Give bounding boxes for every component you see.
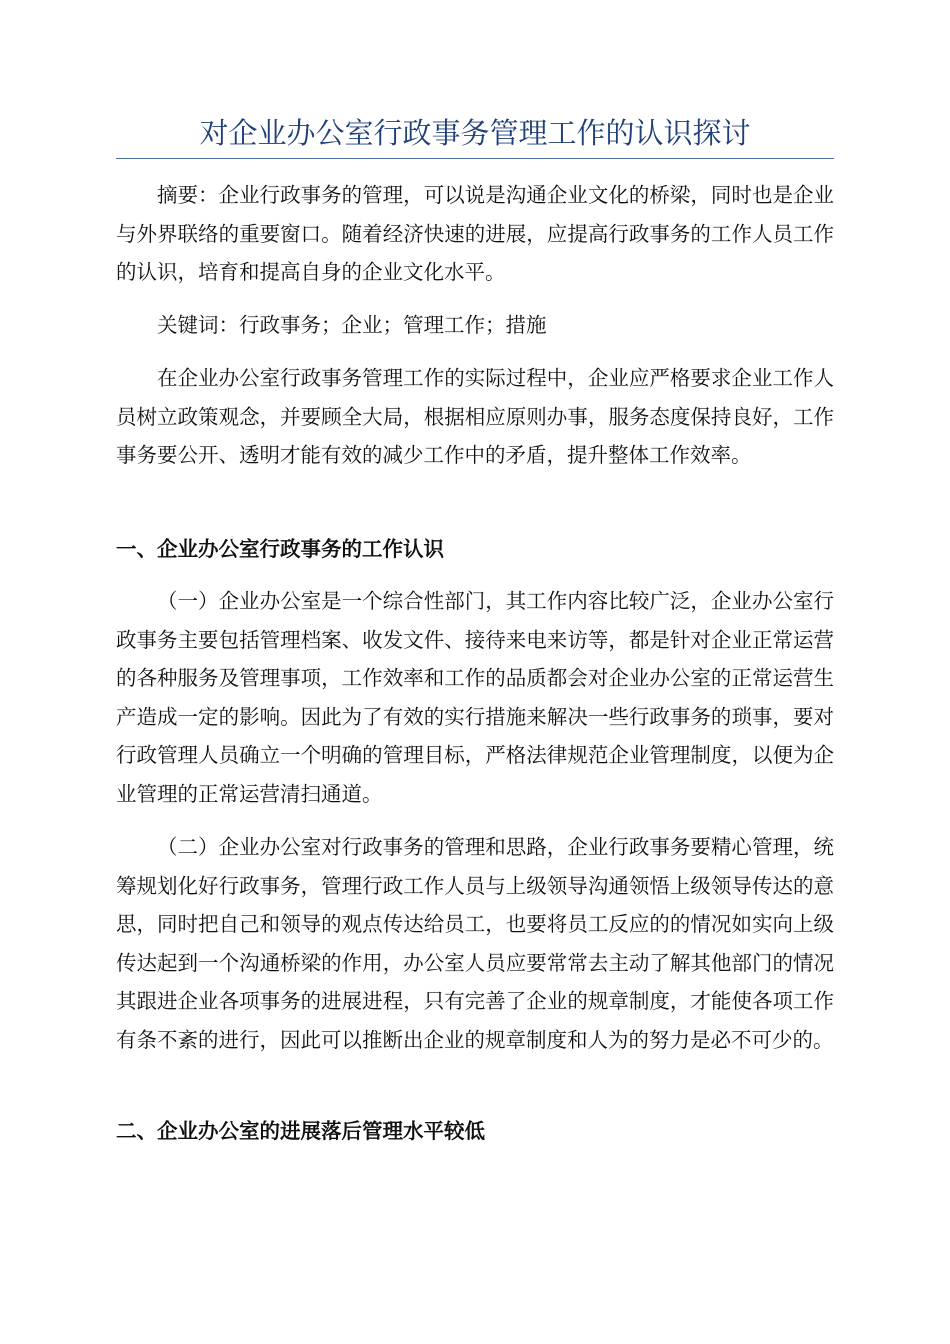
- keywords-paragraph: 关键词：行政事务；企业；管理工作；措施: [157, 313, 547, 337]
- section-heading-1: 一、企业办公室行政事务的工作认识: [116, 537, 444, 561]
- document-title: 对企业办公室行政事务管理工作的认识探讨: [199, 116, 751, 150]
- section1-paragraph-1: （一）企业办公室是一个综合性部门，其工作内容比较广泛，企业办公室行政事务主要包括管理档案、收发文件、接待来电来访等，都是针对企业正常运营的各种服务及管理事项，工作效率和工作的品质都会对企业办公室的正常运营生产造成一定的影响。因此为了有效的实行措施来解决一些行政事务的琐事，要对行政管理人员确立一个明确的管理目标，严格法律规范企业管理制度，以便为企业管理的正常运营清扫通道。: [116, 589, 834, 806]
- intro-paragraph: 在企业办公室行政事务管理工作的实际过程中，企业应严格要求企业工作人员树立政策观念，并要顾全大局，根据相应原则办事，服务态度保持良好，工作事务要公开、透明才能有效的减少工作中的矛盾，提升整体工作效率。: [116, 366, 834, 467]
- section1-paragraph-2: （二）企业办公室对行政事务的管理和思路，企业行政事务要精心管理，统筹规划化好行政事务，管理行政工作人员与上级领导沟通领悟上级领导传达的意思，同时把自己和领导的观点传达给员工，也要将员工反应的的情况如实向上级传达起到一个沟通桥梁的作用，办公室人员应要常常去主动了解其他部门的情况其跟进企业各项事务的进展进程，只有完善了企业的规章制度，才能使各项工作有条不紊的进行，因此可以推断出企业的规章制度和人为的努力是必不可少的。: [116, 835, 834, 1052]
- abstract-paragraph: 摘要：企业行政事务的管理，可以说是沟通企业文化的桥梁，同时也是企业与外界联络的重要窗口。随着经济快速的进展，应提高行政事务的工作人员工作的认识，培育和提高自身的企业文化水平。: [116, 183, 834, 284]
- title-block: [116, 110, 834, 159]
- section-heading-2: 二、企业办公室的进展落后管理水平较低: [116, 1119, 485, 1143]
